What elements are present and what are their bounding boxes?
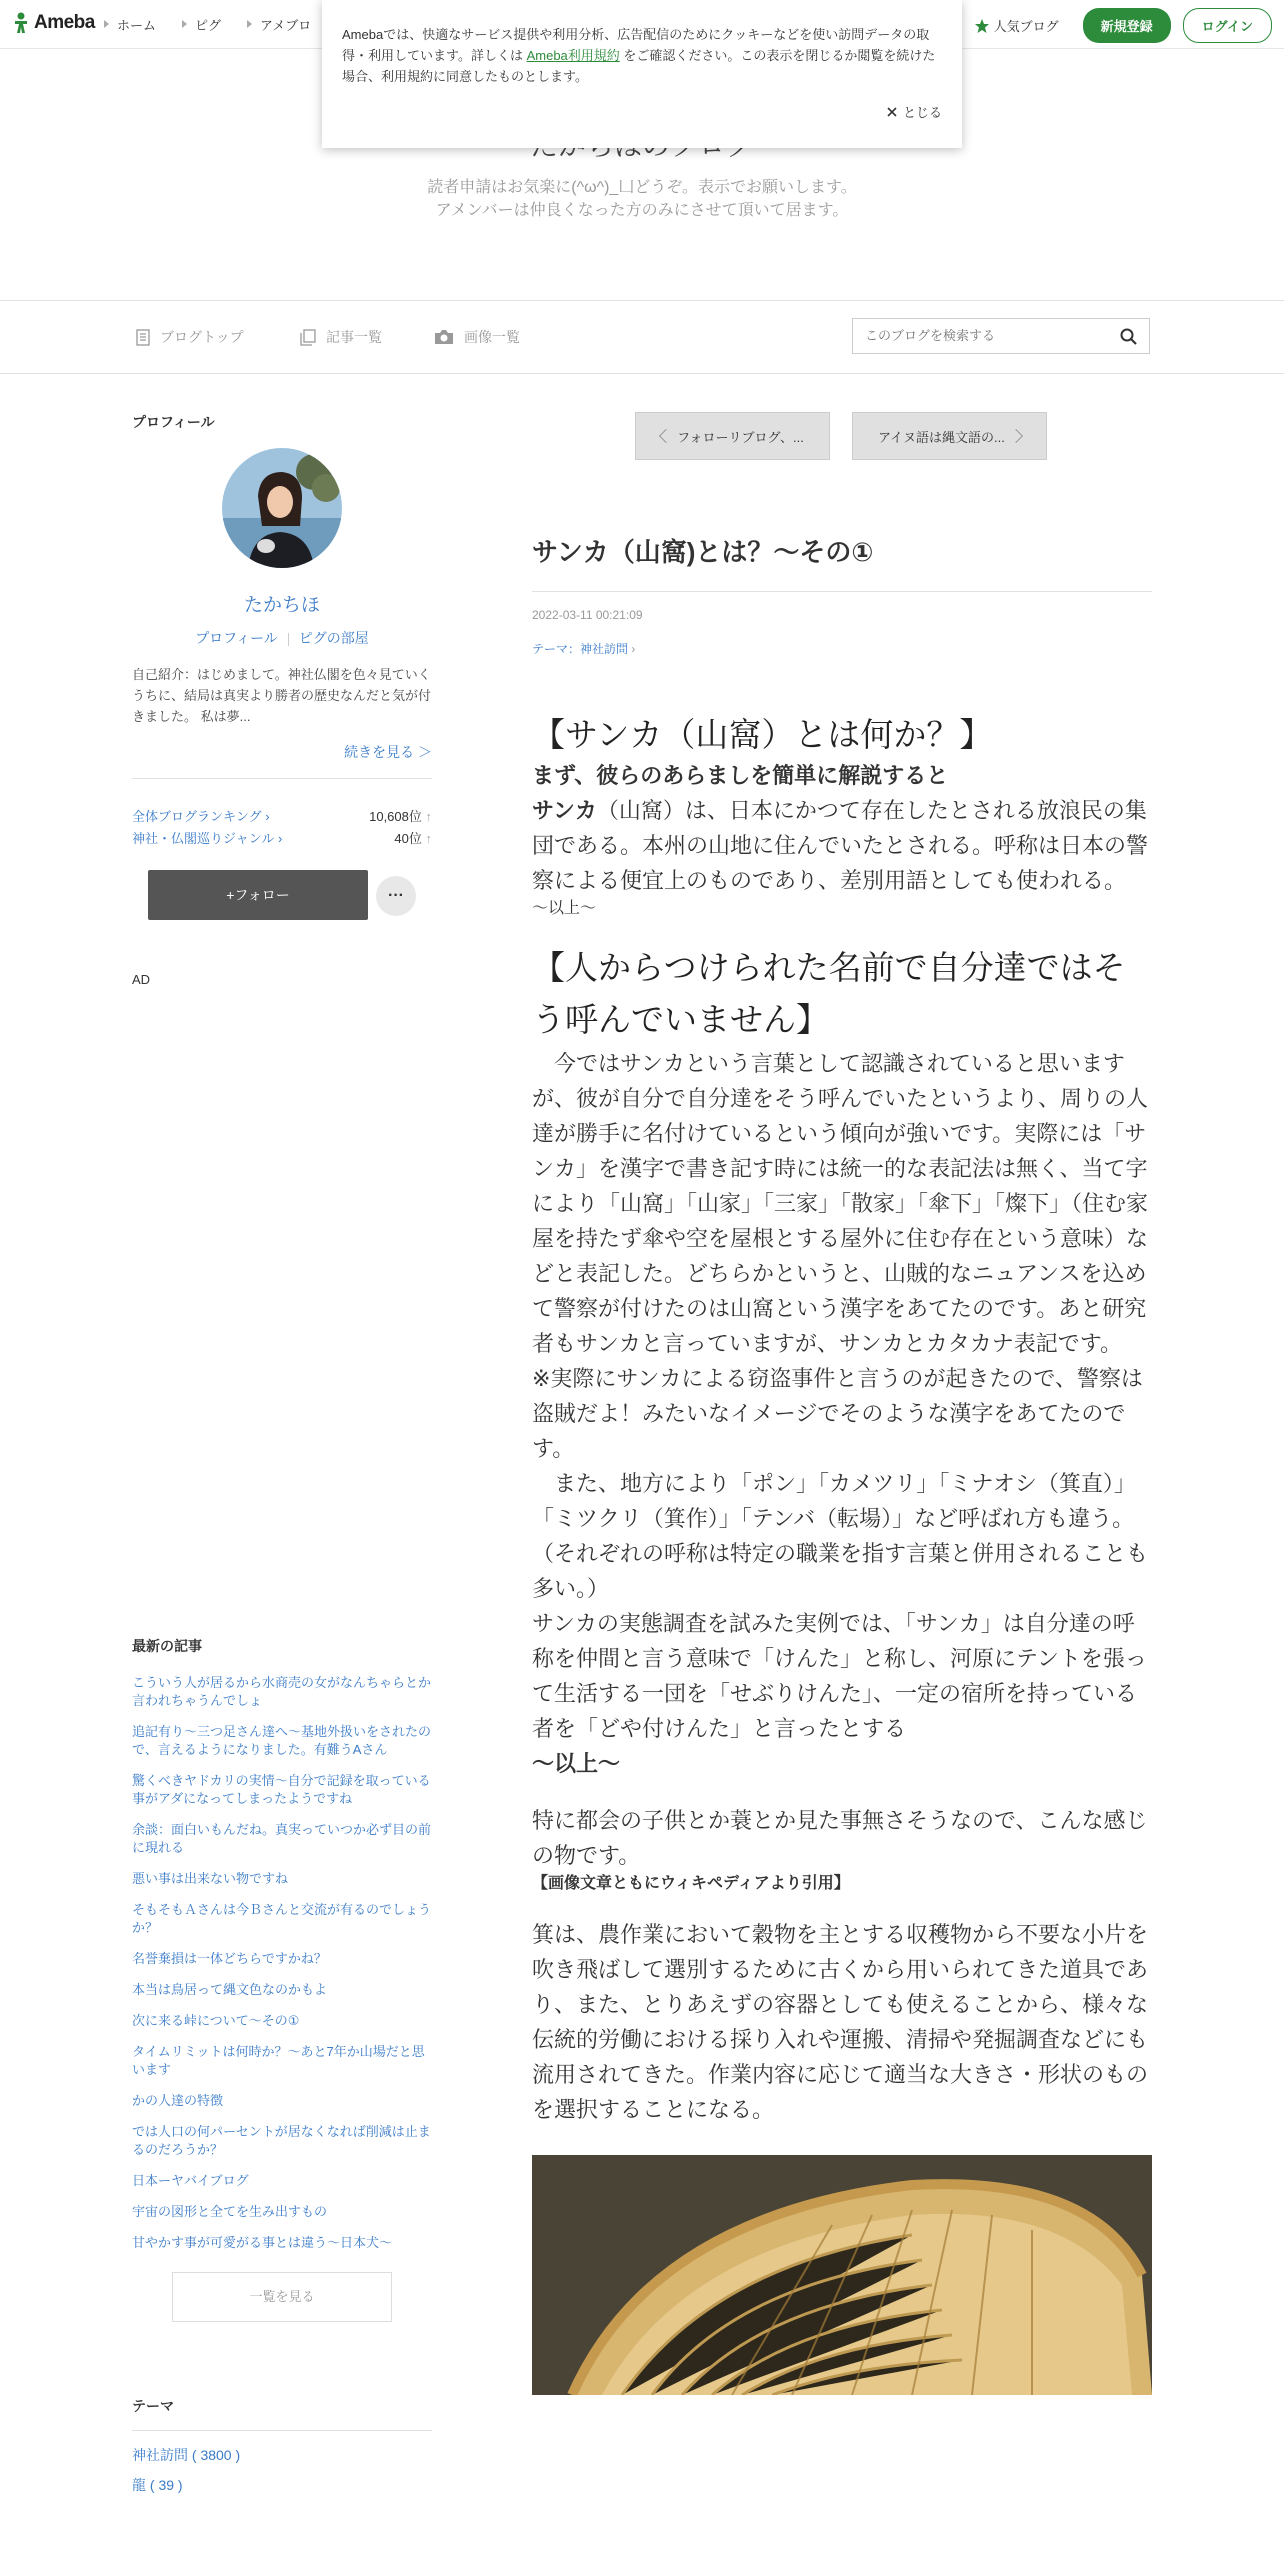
profile-intro: 自己紹介：はじめまして。神社仏閣を色々見ていくうちに、結局は真実より勝者の歴史なんだと気が付きました。 私は夢... bbox=[132, 667, 432, 724]
rank-genre-value: 40位 bbox=[394, 831, 422, 846]
chevron-left-icon bbox=[659, 429, 673, 443]
cookie-close-button[interactable] bbox=[887, 102, 942, 121]
next-article-button[interactable] bbox=[852, 412, 1047, 460]
rank-label: 神社・仏閣巡りジャンル bbox=[132, 831, 275, 846]
prev-article-button[interactable] bbox=[635, 412, 830, 460]
bold-term: サンカ bbox=[532, 798, 597, 823]
prev-article-label: フォローリブログ、... bbox=[677, 429, 804, 445]
avatar[interactable] bbox=[222, 448, 342, 568]
recent-article-item[interactable] bbox=[132, 2123, 432, 2159]
recent-article-link[interactable]: 余談：面白いもんだね。真実っていつか必ず目の前に現れる bbox=[132, 1822, 432, 1855]
blog-top-link[interactable] bbox=[136, 327, 244, 347]
theme-label[interactable]: テーマ：神社訪問 bbox=[532, 642, 629, 656]
recent-article-link[interactable]: 甘やかす事が可愛がる事とは違う～日本犬～ bbox=[132, 2235, 393, 2250]
cookie-text bbox=[342, 24, 942, 87]
blog-desc-line: 読者申請はお気楽に(^ω^)_凵どうぞ。表示でお願いします。 bbox=[427, 179, 857, 196]
lead-text: まず、彼らのあらましを簡単に解説すると bbox=[532, 763, 949, 788]
recent-article-link[interactable]: かの人達の特徴 bbox=[132, 2093, 224, 2108]
blog-search-input[interactable] bbox=[863, 327, 1107, 344]
arrow-up-icon: ↑ bbox=[425, 809, 432, 824]
theme-heading: テーマ bbox=[132, 2398, 174, 2414]
end-note: ～以上～ bbox=[532, 900, 597, 917]
theme-link[interactable]: 神社訪問 ( 3800 ) bbox=[132, 2447, 241, 2463]
section-heading: 【人からつけられた名前で自分達ではそう呼んでいません】 bbox=[532, 949, 1126, 1038]
star-icon bbox=[974, 18, 990, 34]
rank-label: 全体ブログランキング bbox=[132, 809, 262, 824]
popular-blog-link[interactable] bbox=[974, 16, 1059, 35]
recent-article-item[interactable] bbox=[132, 1870, 432, 1888]
nav-home[interactable] bbox=[104, 15, 156, 34]
paragraph-text: （山窩）は、日本にかつて存在したとされる放浪民の集団である。本州の山地に住んでいたとされる。呼称は日本の警察による便宜上のものであり、差別用語としても使われる。 bbox=[532, 798, 1149, 893]
paragraph: サンカの実態調査を試みた実例では、「サンカ」は自分達の呼称を仲間と言う意味で「けんた」と称し、河原にテントを張って生活する一団を「せぶりけんた」、一定の宿所を持っている者を「どや付けんた」と言ったとする bbox=[532, 1611, 1147, 1741]
recent-article-link[interactable]: では人口の何パーセントが居なくなれば削減は止まるのだろうか？ bbox=[132, 2124, 431, 2157]
theme-link[interactable]: 龍 ( 39 ) bbox=[132, 2477, 183, 2493]
recent-article-link[interactable]: 次に来る峠について～その① bbox=[132, 2013, 300, 2028]
recent-article-link[interactable]: 追記有り～三つ足さん達へ～基地外扱いをされたので、言えるようになりました。有難うAさん bbox=[132, 1724, 432, 1757]
recent-article-link[interactable]: 本当は鳥居って縄文色なのかもよ bbox=[132, 1982, 328, 1997]
cookie-text-1: Amebaでは、快適なサービス提供や利用分析、広告配信のためにクッキーなどを使い訪問データの取得・利用しています。詳しくは bbox=[342, 27, 930, 63]
document-icon bbox=[136, 329, 150, 346]
divider bbox=[132, 778, 432, 779]
image-list-link[interactable] bbox=[434, 327, 520, 347]
close-icon bbox=[887, 107, 897, 117]
recent-article-item[interactable] bbox=[132, 2172, 432, 2190]
recent-article-item[interactable] bbox=[132, 1674, 432, 1710]
rank-genre-link[interactable]: 神社・仏閣巡りジャンル › bbox=[132, 831, 283, 846]
view-list-button[interactable]: 一覧を見る bbox=[172, 2272, 392, 2322]
recent-article-item[interactable] bbox=[132, 2203, 432, 2221]
chevron-right-icon bbox=[247, 20, 252, 28]
ameba-logo-icon bbox=[12, 12, 30, 34]
rank-genre bbox=[132, 828, 432, 847]
arrow-up-icon: ↑ bbox=[425, 831, 432, 846]
recent-article-link[interactable]: タイムリミットは何時か？～あと7年か山場だと思います bbox=[132, 2044, 425, 2077]
article-date: 2022-03-11 00:21:09 bbox=[532, 608, 643, 622]
ad-label: AD bbox=[132, 972, 151, 987]
logo-text: Ameba bbox=[34, 12, 95, 33]
recent-article-item[interactable] bbox=[132, 1772, 432, 1808]
blog-description bbox=[0, 176, 1284, 222]
recent-list bbox=[132, 1674, 432, 2252]
nav-ameblo[interactable] bbox=[247, 15, 311, 34]
chevron-right-icon bbox=[104, 20, 109, 28]
recent-article-item[interactable] bbox=[132, 1821, 432, 1857]
recent-article-link[interactable]: 宇宙の図形と全てを生み出すもの bbox=[132, 2204, 328, 2219]
recent-article-link[interactable]: こういう人が居るから水商売の女がなんちゃらとか言われちゃうんでしょ bbox=[132, 1675, 432, 1708]
rank-all bbox=[132, 806, 432, 825]
recent-article-item[interactable] bbox=[132, 2234, 432, 2252]
popular-blog-label: 人気ブログ bbox=[993, 19, 1059, 34]
section-heading: 【サンカ（山窩）とは何か？】 bbox=[532, 716, 993, 753]
close-label: とじる bbox=[902, 105, 942, 120]
more-options-button[interactable]: ··· bbox=[376, 876, 416, 916]
search-icon[interactable] bbox=[1120, 328, 1137, 345]
rank-all-link[interactable]: 全体ブログランキング › bbox=[132, 809, 270, 824]
divider bbox=[288, 633, 289, 646]
paragraph: 今ではサンカという言葉として認識されていると思いますが、彼が自分で自分達をそう呼んでいたというより、周りの人達が勝手に名付けているという傾向が強いです。実際には「サンカ」を漢字で書き記す時には統一的な表記法は無く、当て字により「山窩」「山家」「三家」「散家」「傘下」「燦下」（住む家屋を持たず傘や空を屋根とする屋外に住む存在という意味）などと表記した。どちらかというと、山賊的なニュアンスを込めて警察が付けたのは山窩という漢字をあてたのです。あと研究者もサンカと言っていますが、サンカとカタカナ表記です。 bbox=[532, 1051, 1149, 1356]
global-nav bbox=[104, 0, 311, 48]
rank-all-value: 10,608位 bbox=[369, 809, 422, 824]
read-more-link[interactable]: 続きを見る ＞ bbox=[344, 744, 432, 760]
header-right bbox=[974, 8, 1272, 43]
article-title[interactable]: サンカ（山窩)とは？～その① bbox=[532, 532, 1152, 592]
chevron-right-icon bbox=[182, 20, 187, 28]
chevron-right-icon bbox=[1009, 429, 1023, 443]
avatar-image bbox=[222, 448, 342, 568]
recent-article-item[interactable] bbox=[132, 1950, 432, 1968]
blog-nav-label: ブログトップ bbox=[160, 329, 244, 345]
blog-nav-label: 記事一覧 bbox=[326, 329, 382, 345]
end-note: ～以上～ bbox=[532, 1751, 621, 1776]
recent-article-item[interactable] bbox=[132, 2092, 432, 2110]
pigu-room-link[interactable]: ピグの部屋 bbox=[298, 630, 369, 646]
article-image[interactable] bbox=[532, 2155, 1152, 2395]
profile-links bbox=[132, 628, 432, 648]
rank-value bbox=[394, 828, 432, 847]
recent-article-item[interactable] bbox=[132, 1901, 432, 1937]
blog-search bbox=[852, 318, 1150, 354]
blog-nav bbox=[0, 300, 1284, 374]
paragraph: 箕は、農作業において穀物を主とする収穫物から不要な小片を吹き飛ばして選別するために古くから用いられてきた道具であり、また、とりあえずの容器としても使えることから、様々な伝統的労働における採り入れや運搬、清掃や発掘調査などにも流用されてきた。作業内容に応じて適当な大きさ・形状のものを選択することになる。 bbox=[532, 1922, 1149, 2122]
nav-label: ピグ bbox=[195, 17, 222, 33]
blog-desc-line: アメンバーは仲良くなった方のみにさせて頂いて居ます。 bbox=[435, 202, 849, 219]
nav-label: アメブロ bbox=[260, 17, 312, 33]
nav-label: ホーム bbox=[117, 17, 157, 33]
paragraph bbox=[532, 793, 1152, 898]
login-button[interactable]: ログイン bbox=[1183, 8, 1272, 43]
citation: 【画像文章ともにウィキペディアより引用】 bbox=[532, 1875, 850, 1892]
paragraph: 特に都会の子供とか蓑とか見た事無さそうなので、こんな感じの物です。 bbox=[532, 1808, 1148, 1868]
recent-article-item[interactable] bbox=[132, 1723, 432, 1759]
recent-article-item[interactable] bbox=[132, 1981, 432, 1999]
divider bbox=[132, 2430, 432, 2431]
recent-heading: 最新の記事 bbox=[132, 1638, 202, 1654]
next-article-label: アイヌ語は縄文語の... bbox=[878, 429, 1005, 445]
recent-article-item[interactable] bbox=[132, 2012, 432, 2030]
recent-article-item[interactable] bbox=[132, 2043, 432, 2079]
recent-articles bbox=[132, 1636, 432, 2322]
profile-link[interactable]: プロフィール bbox=[195, 630, 278, 646]
profile-heading: プロフィール bbox=[132, 414, 215, 430]
recent-article-link[interactable]: そもそもＡさんは今Ｂさんと交流が有るのでしょうか？ bbox=[132, 1902, 432, 1935]
camera-icon bbox=[434, 329, 454, 345]
recent-article-link[interactable]: 名誉棄損は一体どちらですかね？ bbox=[132, 1951, 327, 1966]
basket-photo bbox=[532, 2155, 1152, 2395]
themes bbox=[132, 2396, 432, 2495]
rank-value bbox=[369, 806, 432, 825]
recent-article-link[interactable]: 驚くべきヤドカリの実情～自分で記録を取っている事がアダになってしまったようですね bbox=[132, 1773, 431, 1806]
paragraph: また、地方により「ポン」「カメツリ」「ミナオシ（箕直）」「ミツクリ（箕作）」「テンバ（転場）」など呼ばれ方も違う。（それぞれの呼称は特定の職業を指す言葉と併用されることも多い。） bbox=[532, 1471, 1149, 1601]
article-theme: テーマ：神社訪問 › bbox=[532, 642, 636, 656]
article-body bbox=[532, 712, 1152, 2395]
profile-name[interactable]: たかちほ bbox=[243, 595, 320, 616]
ameba-logo[interactable] bbox=[12, 12, 95, 34]
recent-article-link[interactable]: 悪い事は出来ない物ですね bbox=[132, 1871, 289, 1886]
cookie-banner bbox=[322, 0, 962, 148]
follow-button[interactable]: +フォロー bbox=[148, 870, 368, 920]
terms-link[interactable]: Ameba利用規約 bbox=[526, 48, 620, 63]
cookie-text-2: をご確認ください。この表示を閉じるか閲覧を続けた場合、利用規約に同意したものとします。 bbox=[342, 48, 936, 84]
signup-button[interactable]: 新規登録 bbox=[1083, 8, 1171, 43]
copy-icon bbox=[300, 329, 316, 346]
recent-article-link[interactable]: 日本ーヤバイブログ bbox=[132, 2173, 249, 2188]
article-list-link[interactable] bbox=[300, 327, 382, 347]
blog-nav-label: 画像一覧 bbox=[464, 329, 520, 345]
nav-pigu[interactable] bbox=[182, 15, 221, 34]
paragraph: ※実際にサンカによる窃盗事件と言うのが起きたので、警察は盗賊だよ！みたいなイメージでそのような漢字をあてたのです。 bbox=[532, 1366, 1143, 1461]
